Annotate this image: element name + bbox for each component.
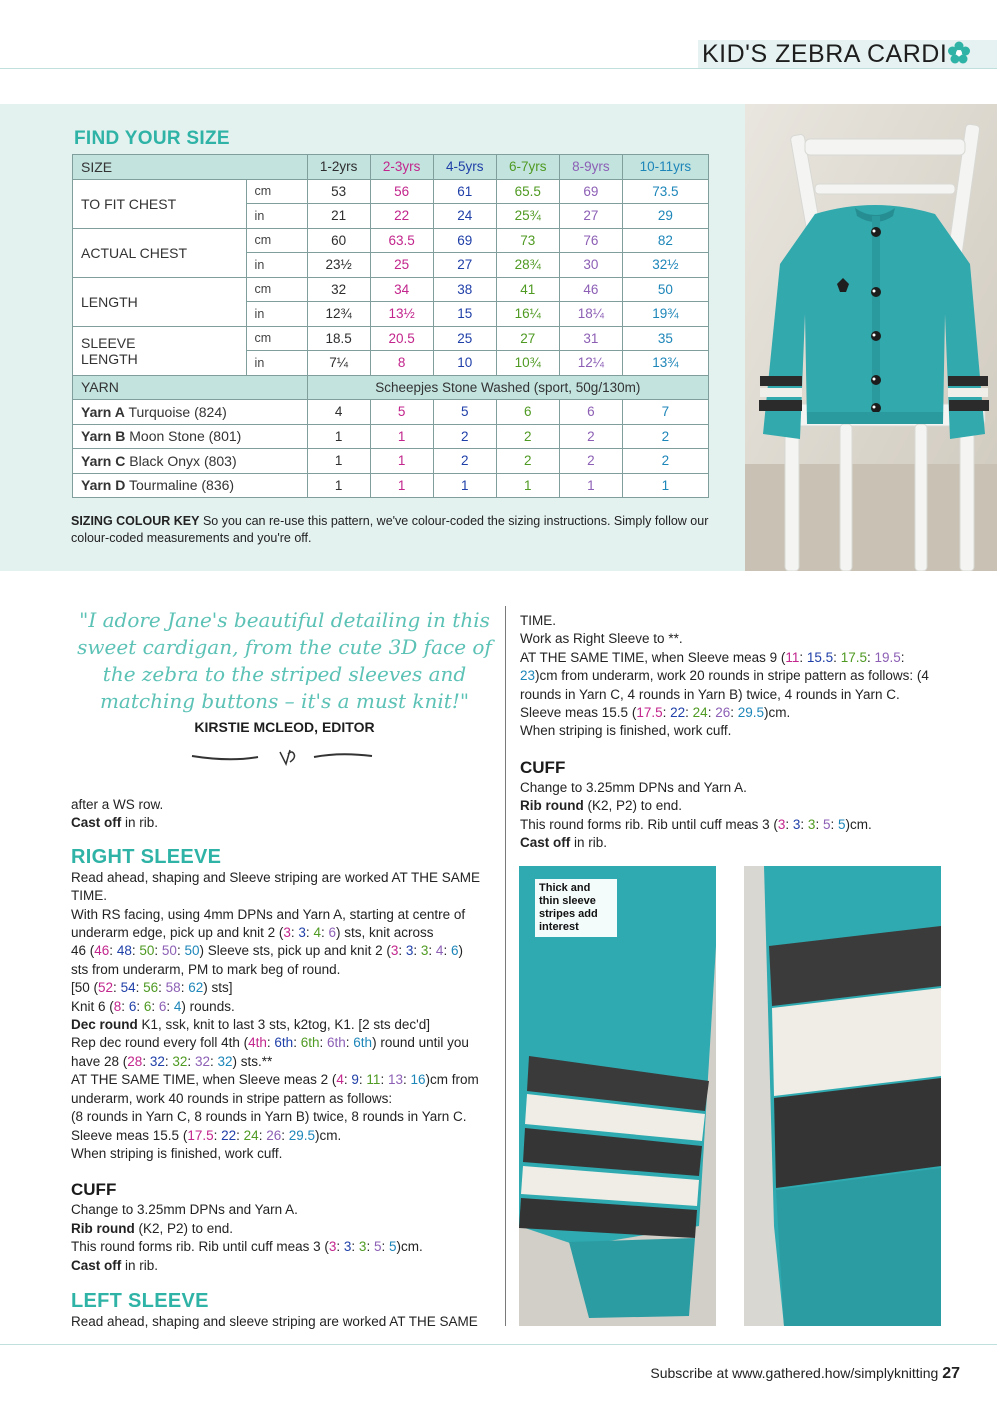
key-text: So you can re-use this pattern, we've colour-coded the sizing instructions. Simply follow our colour-coded measurements and you're off. — [71, 514, 709, 545]
photo-caption: Thick and thin sleeve stripes add interest — [535, 879, 617, 937]
value-cell: 25¾ — [496, 204, 559, 229]
cuff-right-4: Cast off in rib. — [520, 835, 608, 851]
value-cell: 34 — [370, 277, 433, 302]
yarn-qty-cell: 6 — [496, 400, 559, 425]
intro-line-1: after a WS row. — [71, 797, 164, 812]
rs-para-11: When striping is finished, work cuff. — [71, 1145, 283, 1161]
value-cell: 8 — [370, 351, 433, 376]
column-divider — [505, 606, 506, 1326]
yarn-qty-cell: 1 — [559, 473, 622, 498]
yarn-qty-cell: 2 — [496, 424, 559, 449]
rs-para-6: Dec round K1, ssk, knit to last 3 sts, k2tog, K1. [2 sts dec'd] — [71, 1017, 430, 1033]
flower-icon — [946, 40, 972, 66]
size-col-3: 4-5yrs — [433, 155, 496, 180]
intro-line-2: Cast off in rib. — [71, 815, 159, 831]
value-cell: 69 — [433, 228, 496, 253]
value-cell: 10 — [433, 351, 496, 376]
yarn-name-cell — [73, 400, 308, 425]
rs-para-4: [50 (52: 54: 56: 58: 62) sts] — [71, 980, 233, 996]
size-col-6: 10-11yrs — [622, 155, 708, 180]
footer-subscribe-link[interactable]: Subscribe at www.gathered.how/simplyknitting — [650, 1365, 939, 1381]
yarn-letter: Yarn C — [81, 452, 126, 469]
yarn-qty-cell: 4 — [307, 400, 370, 425]
value-cell: 41 — [496, 277, 559, 302]
page-title: KID'S ZEBRA CARDI — [702, 40, 948, 68]
yarn-qty-cell: 1 — [370, 424, 433, 449]
value-cell: 82 — [622, 228, 708, 253]
yarn-letter: Yarn B — [81, 428, 126, 445]
cuff-right-3: This round forms rib. Rib until cuff meas 3 (3: 3: 3: 5: 5)cm. — [520, 816, 872, 832]
yarn-qty-cell: 1 — [496, 473, 559, 498]
unit-cell: cm — [246, 326, 307, 351]
unit-cell: in — [246, 351, 307, 376]
size-table — [72, 154, 709, 498]
yarn-name-cell — [73, 473, 308, 498]
yarn-name-cell — [73, 449, 308, 474]
yarn-label: YARN — [73, 375, 308, 400]
value-cell: 38 — [433, 277, 496, 302]
yarn-qty-cell: 1 — [370, 449, 433, 474]
yarn-qty-cell: 1 — [307, 473, 370, 498]
yarn-qty-cell: 1 — [307, 449, 370, 474]
unit-cell: in — [246, 204, 307, 229]
value-cell: 18.5 — [307, 326, 370, 351]
right-sleeve-heading: RIGHT SLEEVE — [71, 845, 222, 868]
value-cell: 13¾ — [622, 351, 708, 376]
value-cell: 25 — [433, 326, 496, 351]
rc-para-5: When striping is finished, work cuff. — [520, 723, 732, 739]
size-col-5: 8-9yrs — [559, 155, 622, 180]
measurement-label: LENGTH — [73, 277, 247, 326]
rs-para-10: Sleeve meas 15.5 (17.5: 22: 24: 26: 29.5)cm. — [71, 1127, 342, 1143]
value-cell: 12¼ — [559, 351, 622, 376]
value-cell: 35 — [622, 326, 708, 351]
yarn-qty-cell: 1 — [622, 473, 708, 498]
yarn-name-cell — [73, 424, 308, 449]
cuff-right-2: Rib round (K2, P2) to end. — [520, 798, 683, 814]
value-cell: 10¾ — [496, 351, 559, 376]
yarn-qty-cell: 2 — [559, 449, 622, 474]
rc-para-4: Sleeve meas 15.5 (17.5: 22: 24: 26: 29.5)cm. — [520, 705, 791, 721]
value-cell: 18¼ — [559, 302, 622, 327]
yarn-qty-cell: 1 — [307, 424, 370, 449]
footer-rule — [0, 1344, 997, 1345]
left-column — [71, 796, 496, 1331]
value-cell: 30 — [559, 253, 622, 278]
value-cell: 24 — [433, 204, 496, 229]
measurement-label-line: LENGTH — [81, 350, 138, 367]
measurement-label — [73, 326, 247, 375]
value-cell: 27 — [496, 326, 559, 351]
yarn-colour-name: Moon Stone (801) — [129, 428, 242, 445]
yarn-qty-cell: 5 — [370, 400, 433, 425]
cardigan-photo — [745, 104, 997, 571]
value-cell: 12¾ — [307, 302, 370, 327]
value-cell: 53 — [307, 179, 370, 204]
footer — [560, 1365, 960, 1383]
ls-para-1: Read ahead, shaping and sleeve striping are worked AT THE SAME — [71, 1313, 478, 1329]
page-number: 27 — [942, 1365, 960, 1382]
yarn-row — [73, 449, 709, 474]
value-cell: 73.5 — [622, 179, 708, 204]
rs-para-5: Knit 6 (8: 6: 6: 6: 4) rounds. — [71, 998, 235, 1014]
yarn-qty-cell: 1 — [433, 473, 496, 498]
size-col-2: 2-3yrs — [370, 155, 433, 180]
value-cell: 29 — [622, 204, 708, 229]
value-cell: 27 — [559, 204, 622, 229]
signature-flourish — [190, 742, 375, 770]
value-cell: 60 — [307, 228, 370, 253]
cuff-heading-left: CUFF — [71, 1180, 117, 1200]
cuff-right-1: Change to 3.25mm DPNs and Yarn A. — [520, 779, 747, 795]
value-cell: 32 — [307, 277, 370, 302]
measurement-row — [73, 277, 709, 302]
measurement-label-line: SLEEVE — [81, 334, 136, 351]
value-cell: 27 — [433, 253, 496, 278]
value-cell: 31 — [559, 326, 622, 351]
header-rule — [0, 68, 997, 69]
value-cell: 23½ — [307, 253, 370, 278]
value-cell: 15 — [433, 302, 496, 327]
sleeve-illustration-right — [744, 866, 941, 1326]
yarn-qty-cell: 2 — [433, 449, 496, 474]
measurement-row — [73, 326, 709, 351]
rs-para-8: AT THE SAME TIME, when Sleeve meas 2 (4: 9: 11: 13: 16)cm from underarm, work 40 rounds in stripe pattern as follows: — [71, 1072, 479, 1106]
rs-para-7: Rep dec round every foll 4th (4th: 6th: 6th: 6th: 6th) round until you have 28 (28: 32: 32: 32: 32) sts.** — [71, 1035, 469, 1069]
value-cell: 13½ — [370, 302, 433, 327]
value-cell: 16¼ — [496, 302, 559, 327]
rc-para-3: AT THE SAME TIME, when Sleeve meas 9 (11: 15.5: 17.5: 19.5: 23)cm from underarm, work 20 rounds in stripe pattern as follows: (4 rounds in Yarn C, 4 rounds in Yarn B) twice, 4 rounds in Yarn C. — [520, 649, 929, 702]
value-cell: 61 — [433, 179, 496, 204]
size-col-1: 1-2yrs — [307, 155, 370, 180]
cuff-left-3: This round forms rib. Rib until cuff meas 3 (3: 3: 3: 5: 5)cm. — [71, 1239, 423, 1255]
unit-cell: cm — [246, 277, 307, 302]
size-col-4: 6-7yrs — [496, 155, 559, 180]
rc-para-2: Work as Right Sleeve to **. — [520, 631, 683, 647]
value-cell: 76 — [559, 228, 622, 253]
yarn-qty-cell: 2 — [433, 424, 496, 449]
size-header-row — [73, 155, 709, 180]
quote-attribution: KIRSTIE MCLEOD, EDITOR — [194, 719, 375, 735]
value-cell: 21 — [307, 204, 370, 229]
value-cell: 65.5 — [496, 179, 559, 204]
sizing-colour-key — [71, 513, 711, 547]
yarn-qty-cell: 2 — [559, 424, 622, 449]
value-cell: 28¾ — [496, 253, 559, 278]
rs-para-2: With RS facing, using 4mm DPNs and Yarn A, starting at centre of underarm edge, pick up and knit 2 (3: 3: 4: 6) sts, knit across — [71, 906, 466, 941]
yarn-header-row — [73, 375, 709, 400]
cardigan-illustration — [745, 104, 997, 571]
yarn-row — [73, 424, 709, 449]
yarn-colour-name: Turquoise (824) — [128, 403, 227, 420]
measurement-label: ACTUAL CHEST — [73, 228, 247, 277]
editor-quote: "I adore Jane's beautiful detailing in this sweet cardigan, from the cute 3D face of the zebra to the striped sleeves and matching buttons – it's a must knit!" — [77, 608, 492, 713]
value-cell: 19¾ — [622, 302, 708, 327]
right-column — [520, 612, 945, 852]
size-label: SIZE — [73, 155, 308, 180]
cuff-heading-right: CUFF — [520, 757, 566, 777]
rs-para-3: 46 (46: 48: 50: 50: 50) Sleeve sts, pick up and knit 2 (3: 3: 3: 4: 6) sts from underarm, PM to mark beg of round. — [71, 943, 463, 977]
size-heading: FIND YOUR SIZE — [74, 128, 230, 149]
value-cell: 56 — [370, 179, 433, 204]
value-cell: 46 — [559, 277, 622, 302]
value-cell: 50 — [622, 277, 708, 302]
value-cell: 25 — [370, 253, 433, 278]
value-cell: 69 — [559, 179, 622, 204]
yarn-description: Scheepjes Stone Washed (sport, 50g/130m) — [307, 375, 708, 400]
yarn-letter: Yarn A — [81, 403, 125, 420]
unit-cell: cm — [246, 179, 307, 204]
yarn-qty-cell: 2 — [496, 449, 559, 474]
yarn-qty-cell: 1 — [370, 473, 433, 498]
unit-cell: in — [246, 302, 307, 327]
unit-cell: in — [246, 253, 307, 278]
yarn-qty-cell: 6 — [559, 400, 622, 425]
value-cell: 73 — [496, 228, 559, 253]
measurement-row — [73, 179, 709, 204]
left-sleeve-heading: LEFT SLEEVE — [71, 1289, 209, 1312]
yarn-row — [73, 400, 709, 425]
rs-para-9: (8 rounds in Yarn C, 8 rounds in Yarn B) twice, 8 rounds in Yarn C. — [71, 1109, 467, 1125]
measurement-label: TO FIT CHEST — [73, 179, 247, 228]
yarn-qty-cell: 2 — [622, 424, 708, 449]
yarn-qty-cell: 7 — [622, 400, 708, 425]
value-cell: 7¼ — [307, 351, 370, 376]
yarn-qty-cell: 2 — [622, 449, 708, 474]
yarn-letter: Yarn D — [81, 477, 126, 494]
yarn-qty-cell: 5 — [433, 400, 496, 425]
unit-cell: cm — [246, 228, 307, 253]
yarn-colour-name: Tourmaline (836) — [129, 477, 235, 494]
rs-para-1: Read ahead, shaping and Sleeve striping are worked AT THE SAME TIME. — [71, 869, 480, 904]
value-cell: 63.5 — [370, 228, 433, 253]
cuff-left-4: Cast off in rib. — [71, 1257, 159, 1273]
yarn-row — [73, 473, 709, 498]
value-cell: 22 — [370, 204, 433, 229]
sleeve-photo-right — [744, 866, 941, 1326]
value-cell: 32½ — [622, 253, 708, 278]
cuff-left-2: Rib round (K2, P2) to end. — [71, 1220, 234, 1236]
cuff-left-1: Change to 3.25mm DPNs and Yarn A. — [71, 1202, 298, 1218]
key-title: SIZING COLOUR KEY — [71, 514, 200, 528]
measurement-row — [73, 228, 709, 253]
yarn-colour-name: Black Onyx (803) — [129, 452, 237, 469]
rc-para-1: TIME. — [520, 613, 556, 628]
value-cell: 20.5 — [370, 326, 433, 351]
